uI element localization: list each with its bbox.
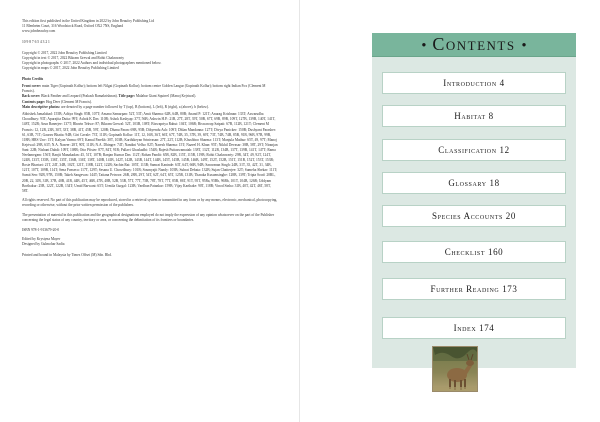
contents-title-bar bbox=[372, 33, 576, 57]
cover-credits: Front cover: main Tiger (Gopinath Kollur); bottom left Nilgai (Gopinath Kollur); bottom centre Golden Langur (Gopinath Kollur); bottom right Indian Fox (Clement M Francis). Back cover: Black Panther and Leopard (Prakash Ramakrishnan). Title page: Malabar Giant Squirrel (Manoj Kejriwal). Contents page: Hog Deer (Clement M Francis). Main descriptive photos: are denoted by a page number followed by T (top), B (bottom), L (left), R (right), a (above), b (below). bbox=[22, 84, 266, 109]
editor-credit: Edited by Krystyna Mayer Designed by Gulmohar Sadia bbox=[22, 237, 65, 247]
hog-deer-image bbox=[433, 347, 478, 392]
copyright-text-block bbox=[22, 19, 278, 261]
hog-deer-photo bbox=[432, 346, 478, 392]
toc-item-classification[interactable]: Classification 12 bbox=[382, 139, 566, 161]
toc-item-index[interactable]: Index 174 bbox=[382, 317, 566, 339]
toc-item-species-accounts[interactable]: Species Accounts 20 bbox=[382, 205, 566, 227]
isbn: ISBN 978-1-913679-20-0 bbox=[22, 227, 60, 232]
print-run-digits: 10 9 8 7 6 5 4 3 2 1 bbox=[22, 39, 50, 44]
toc-item-checklist[interactable]: Checklist 160 bbox=[382, 241, 566, 263]
bullet-icon: ● bbox=[521, 40, 527, 49]
bullet-icon: ● bbox=[421, 40, 427, 49]
toc-item-introduction[interactable]: Introduction 4 bbox=[382, 72, 566, 94]
toc-item-habitat[interactable]: Habitat 8 bbox=[382, 105, 566, 127]
photo-credits-heading: Photo Credits bbox=[22, 76, 44, 81]
disclaimer: The presentation of material in this publication and the geographical designations employed do not imply the expression of any opinion whatsoever on the part of the Publisher concerning the legal status of any country, territory or area, or concerning the delimitation of its frontiers or boundaries. bbox=[22, 212, 275, 223]
contents-title: Contents bbox=[432, 34, 516, 54]
printer-credit: Printed and bound in Malaysia by Times Offset (M) Sdn. Bhd. bbox=[22, 253, 112, 258]
imprint: This edition first published in the United Kingdom in 2022 by John Beaufoy Publishing Ltd 11 Blenheim Court, 316 Woodstock Road, Oxford OX2 7NS, England www.johnbeaufoy.com bbox=[22, 19, 155, 34]
toc-item-further-reading[interactable]: Further Reading 173 bbox=[382, 278, 566, 300]
photographer-credits: Abhishek Jamalabad: 155B; Aditya Singh: 85B, 107T; Amano Samarpan: 52T, 53T; Amit Sharma: 62B, 64B, 80B; Anand P: 121T; Anurag Krishnan: 133T; Aswarudha Choudhury: 93T; Apurajita Dutta: 99T; Ashok K Das: 110B; Ashok Kashyap: 37T, 56B; Ashwin H.P.: 21B, 27T, 28T, 39T, 50B, 67T, 69B, 89B, 109T, 127B, 139B, 140T, 141T, 148T, 152B; Arun Banerjee: 137T; Bhavin Tekwe: 87; Bikram Grewal: 52T, 103B, 108T; Biswapriya Rahut: 104T, 106B; Biswaroop Satpati: 67B, 112B, 121T; Clement M Francis: 12, 12B, 23B, 30T, 33T, 38B, 41T, 45B, 59T, 120B; Dhanu Paran: 69B, 95B; Dibyendu Ash: 109T; Dhlan Mandanna: 127T; Divya Panicker: 150B; Dushyant Parasher: 61, 63B, 71T; Gaurav Bhatia: 94B; Giri Cavale: 73T, 111B; Gopinath Kollur: 11T, 12, 16B, 36T, 66T, 67T, 74B, 35, 37B, 39, 69T, 73T, 74B, 74B, 85B, 91B, 96B, 97B, 99B, 118B; HRS Unv: 15T; Kalyan Varma: 69T; Kamal Parekh: 30T, 103B; Karthikeyan Srinivasan: 27T, 22T, 112B; Khushboo Sharma: 113T; Manjula Mathur: 65T, 49, 97T; Manoj Kejriwal: 29B, 63T; N.A. Naseer: 28T, 90T, 111B; N.A. Dhingre: 74T; Nandini Velho: 82T; Naresh Sharma: 15T; Nazeel H. Khan: 95T; Nikhil Devasar: 38B, 58T, 29T; Niranjan Sant: 22B; Nishant Dahdi: 109T, 108B; Otto Pfister: 87T, 84T, 91B; Pallavi Ghaskadbi: 154B; Rajesh Puttaswamaiah: 138T, 132T, 112B, 134B, 137T, 139B, 141T, 147T; Rama Neelamegam: 156T; Ranjit Manakadan: 45, 51T, 107B; Ranjan Kumar Das: 112T; Rohan Pandit: 65B, 82B, 115T, 115B, 119B; Rohit Chakravarty: 29B, 34T, 49, 92T, 124T, 124B, 133T, 135B, 136T, 135T, 136B, 136T, 138T, 140B, 141B, 142T, 142B, 143B, 144T, 144B, 145T, 145B, 145B, 146B, 149T, 152T, 152B, 151T, 151B, 152T, 153T, 153B; Rosie Bhartari: 21T, 24T, 34B, 102T, 121T, 118B, 122T, 122B; Sachin Rai: 105T, 113B; Samrat Kaninde: 63T, 64T, 66B, 94B; Saravanan Singh: 24B, 31T, 35, 42T, 31, 34B, 121T, 107T, 109B, 114T; Sena Fonseca: 117T, 129T; Sesana U. Chowdhury: 101B; Soumyajit Nandy: 105B; Subrat Debata: 132B; Sujan Chatterjee: 32T; Sumeha Shekar: 111T; Sumit Sen: 92B, 97B, 150B; Takeh Sangevan: 144T; Tatiana Petrova: 26B, 28B, 29T, 54T, 62T, 64T, 65T, 125B, 131B; Tharaka Kusumsinghe: 128B, 139T; Tripta Sood: 20BL, 20B, 22, 3JB, 31B, 37B, 40B, 41B, 44B, 45T, 46B, 47B, 48B, 52B, 53B, 57T, 77T, 75B, 78T, 78T, 77T, 85B, 86T, 91T, 95T, 95Ba, 95Bb, 96Bb, 101T, 104B, 126B; Uddyam Borthakur: 25B, 122T, 122B, 134T; Umid Barwani: 65T; Urmila Gurgal: 123B; Vardhan Patankar: 159B; Vijay Karthake: 90T, 118B; Vinod Sinha: 31B, 40T, 42T, 46T, 58T, 58T. bbox=[22, 112, 278, 193]
rights-reserved: All rights reserved. No part of this publication may be reproduced, stored in a retrieval system or transmitted in any form or by any means, electronic, mechanical, photocopying, recording or otherwise, without the prior written permission of the publishers. bbox=[22, 198, 278, 208]
toc-item-glossary[interactable]: Glossary 18 bbox=[382, 172, 566, 194]
copyright-lines: Copyright © 2017, 2022 John Beaufoy Publishing Limited Copyright in text © 2017, 2022 Bikram Grewal and Rohit Chakravarty Copyright in photographs © 2017, 2022 Authors and individual photographers mentioned below. Copyright in maps © 2017, 2022 John Beaufoy Publishing Limited bbox=[22, 50, 162, 70]
contents-page bbox=[300, 0, 600, 422]
